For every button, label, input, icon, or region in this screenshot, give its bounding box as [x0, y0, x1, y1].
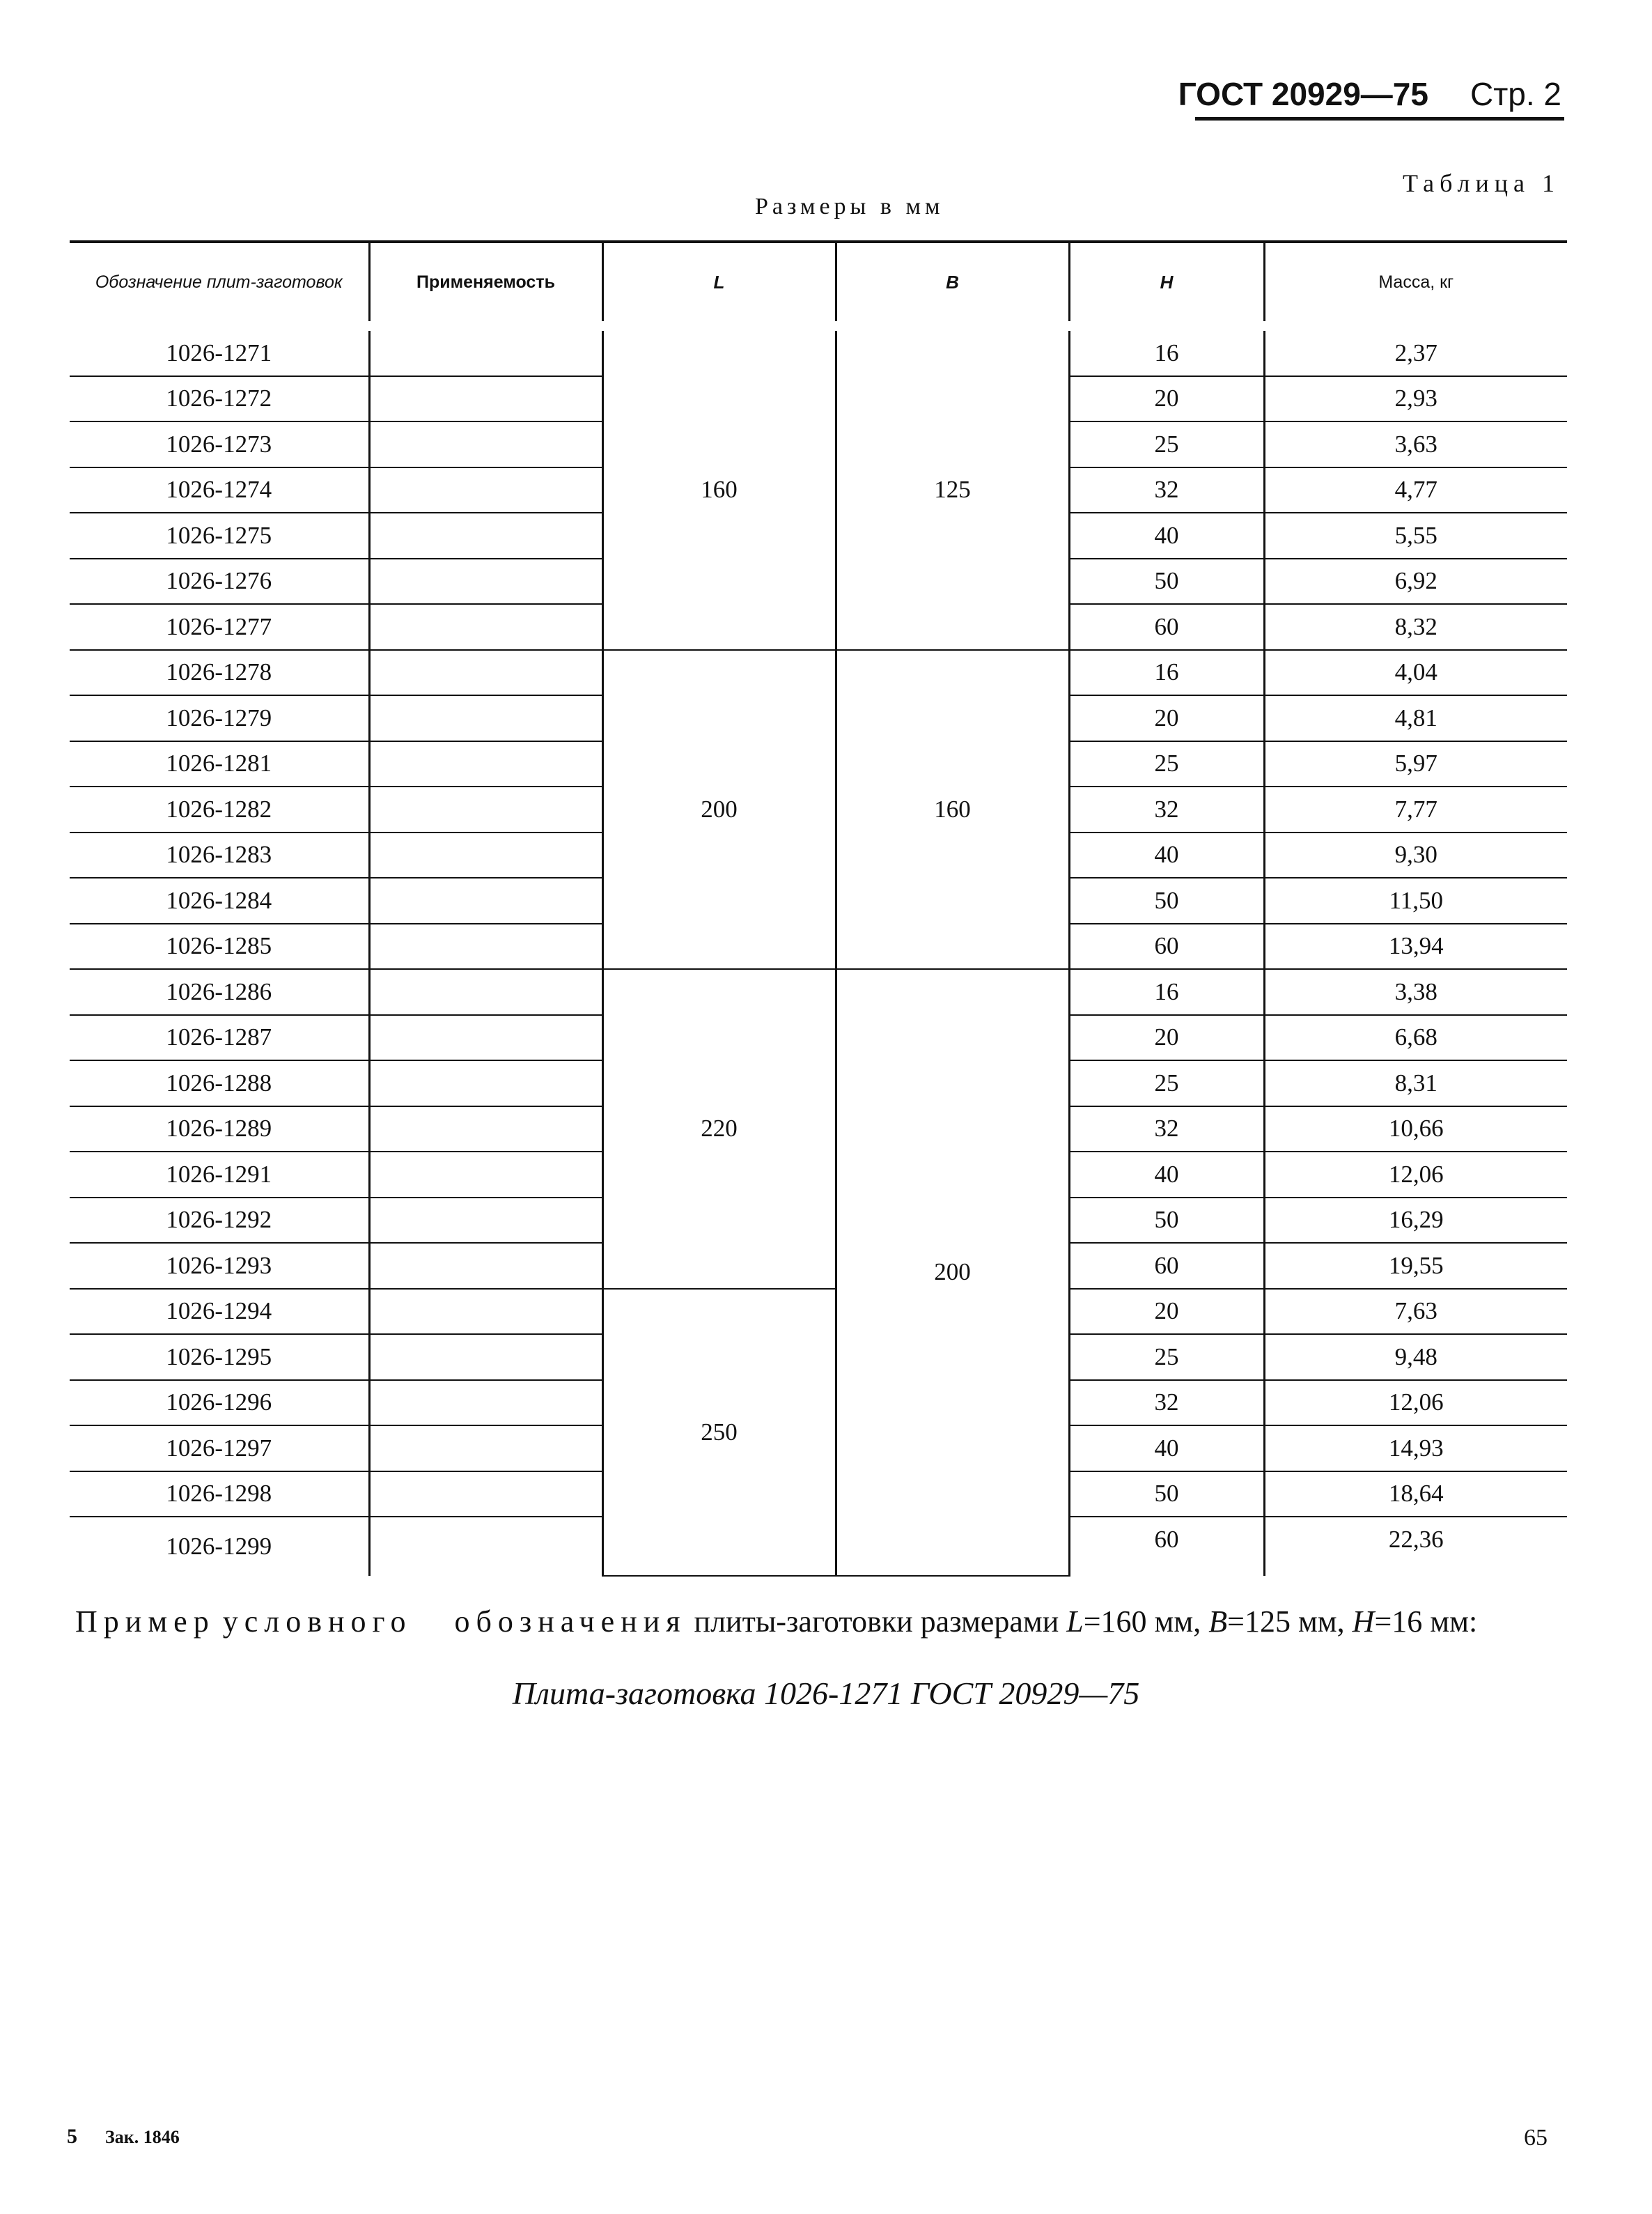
- page-header: [1178, 75, 1561, 113]
- B-cell: 200: [836, 969, 1069, 1576]
- H-cell: 40: [1069, 513, 1264, 559]
- L-cell: 200: [602, 650, 836, 970]
- mass-cell: 2,37: [1264, 326, 1567, 376]
- mass-cell: 5,55: [1264, 513, 1567, 559]
- mass-cell: 3,63: [1264, 421, 1567, 467]
- designation-cell: 1026-1299: [166, 1532, 272, 1560]
- applicability-cell: [369, 1060, 602, 1106]
- mass-cell: 22,36: [1264, 1517, 1567, 1576]
- designation-cell: 1026-1286: [70, 969, 369, 1015]
- designation-cell: 1026-1284: [70, 878, 369, 924]
- table-header-row: [70, 242, 1567, 326]
- designation-cell: 1026-1297: [70, 1425, 369, 1471]
- designation-cell: 1026-1282: [70, 787, 369, 833]
- applicability-cell: [369, 1471, 602, 1517]
- page-indicator: Стр. 2: [1470, 76, 1561, 112]
- H-cell: 20: [1069, 1015, 1264, 1061]
- designation-cell: 1026-1295: [70, 1334, 369, 1380]
- designation-cell: 1026-1277: [70, 604, 369, 650]
- plates-table: [70, 240, 1567, 1577]
- applicability-cell: [369, 467, 602, 513]
- applicability-cell: [369, 833, 602, 878]
- mass-cell: 4,04: [1264, 650, 1567, 696]
- applicability-cell: [369, 695, 602, 741]
- H-cell: 60: [1069, 604, 1264, 650]
- applicability-cell: [369, 787, 602, 833]
- applicability-cell: [369, 376, 602, 422]
- mass-cell: 12,06: [1264, 1380, 1567, 1426]
- H-cell: 40: [1069, 833, 1264, 878]
- applicability-cell: [369, 1517, 602, 1576]
- mass-cell: 7,63: [1264, 1289, 1567, 1335]
- mass-cell: 14,93: [1264, 1425, 1567, 1471]
- H-cell: 60: [1069, 924, 1264, 970]
- mass-cell: 4,77: [1264, 467, 1567, 513]
- L-cell: 220: [602, 969, 836, 1289]
- mass-cell: 9,48: [1264, 1334, 1567, 1380]
- applicability-cell: [369, 513, 602, 559]
- applicability-cell: [369, 559, 602, 605]
- mass-cell: 7,77: [1264, 787, 1567, 833]
- designation-cell: 1026-1294: [70, 1289, 369, 1335]
- example-word-3: обозначения: [454, 1604, 687, 1639]
- H-cell: 50: [1069, 878, 1264, 924]
- col-L: L: [602, 242, 836, 326]
- header-rule: [1195, 117, 1564, 121]
- H-cell: 32: [1069, 467, 1264, 513]
- H-cell: 40: [1069, 1152, 1264, 1198]
- sheet-number: 5: [67, 2125, 77, 2148]
- example-H-value: =16 мм:: [1374, 1604, 1478, 1639]
- designation-cell: 1026-1276: [70, 559, 369, 605]
- example-designation: Плита-заготовка 1026-1271 ГОСТ 20929—75: [512, 1675, 1140, 1711]
- example-B-var: B: [1208, 1604, 1228, 1639]
- H-cell: 20: [1069, 695, 1264, 741]
- designation-cell: 1026-1293: [70, 1243, 369, 1289]
- H-cell: 40: [1069, 1425, 1264, 1471]
- designation-cell: 1026-1292: [70, 1198, 369, 1244]
- applicability-cell: [369, 1106, 602, 1152]
- example-text: плиты-заготовки размерами: [694, 1604, 1059, 1639]
- H-cell: 25: [1069, 1060, 1264, 1106]
- mass-cell: 9,30: [1264, 833, 1567, 878]
- B-cell: 125: [836, 326, 1069, 650]
- table-row: [70, 650, 1567, 696]
- designation-cell: 1026-1291: [70, 1152, 369, 1198]
- mass-cell: 19,55: [1264, 1243, 1567, 1289]
- H-cell: 20: [1069, 376, 1264, 422]
- mass-cell: 13,94: [1264, 924, 1567, 970]
- applicability-cell: [369, 741, 602, 787]
- table-row: [70, 1289, 1567, 1335]
- H-cell: 50: [1069, 559, 1264, 605]
- applicability-cell: [369, 1380, 602, 1426]
- H-cell: 16: [1069, 969, 1264, 1015]
- page-number: 65: [1524, 2125, 1548, 2151]
- mass-cell: 5,97: [1264, 741, 1567, 787]
- mass-cell: 10,66: [1264, 1106, 1567, 1152]
- designation-cell: 1026-1271: [70, 326, 369, 376]
- mass-cell: 2,93: [1264, 376, 1567, 422]
- mass-cell: 6,68: [1264, 1015, 1567, 1061]
- mass-cell: 11,50: [1264, 878, 1567, 924]
- designation-cell: 1026-1289: [70, 1106, 369, 1152]
- applicability-cell: [369, 326, 602, 376]
- L-cell: 250: [602, 1289, 836, 1576]
- H-cell: 25: [1069, 741, 1264, 787]
- mass-cell: 8,32: [1264, 604, 1567, 650]
- designation-cell: 1026-1278: [70, 650, 369, 696]
- footer-left: [67, 2125, 180, 2149]
- order-number: Зак. 1846: [105, 2127, 180, 2147]
- H-cell: 25: [1069, 421, 1264, 467]
- designation-cell: 1026-1283: [70, 833, 369, 878]
- designation-cell: 1026-1285: [70, 924, 369, 970]
- applicability-cell: [369, 421, 602, 467]
- H-cell: 16: [1069, 326, 1264, 376]
- mass-cell: 18,64: [1264, 1471, 1567, 1517]
- designation-cell: 1026-1298: [70, 1471, 369, 1517]
- applicability-cell: [369, 604, 602, 650]
- mass-cell: 4,81: [1264, 695, 1567, 741]
- col-B: B: [836, 242, 1069, 326]
- col-H: H: [1069, 242, 1264, 326]
- H-cell: 32: [1069, 1380, 1264, 1426]
- table-label: Таблица 1: [1403, 169, 1560, 197]
- standard-code: ГОСТ 20929—75: [1178, 76, 1428, 112]
- designation-cell: 1026-1273: [70, 421, 369, 467]
- H-cell: 50: [1069, 1198, 1264, 1244]
- example-H-var: H: [1352, 1604, 1375, 1639]
- example-L-var: L: [1066, 1604, 1084, 1639]
- mass-cell: 8,31: [1264, 1060, 1567, 1106]
- H-cell: 20: [1069, 1289, 1264, 1335]
- example-paragraph: [75, 1602, 1568, 1641]
- table-body: [70, 326, 1567, 1576]
- applicability-cell: [369, 924, 602, 970]
- applicability-cell: [369, 878, 602, 924]
- H-cell: 25: [1069, 1334, 1264, 1380]
- mass-cell: 6,92: [1264, 559, 1567, 605]
- designation-cell: 1026-1287: [70, 1015, 369, 1061]
- example-word-1: Пример: [75, 1604, 215, 1639]
- applicability-cell: [369, 969, 602, 1015]
- col-mass: Масса, кг: [1264, 242, 1567, 326]
- designation-cell: 1026-1281: [70, 741, 369, 787]
- designation-cell: 1026-1279: [70, 695, 369, 741]
- example-word-2: условного: [222, 1604, 412, 1639]
- applicability-cell: [369, 1015, 602, 1061]
- H-cell: 16: [1069, 650, 1264, 696]
- mass-cell: 16,29: [1264, 1198, 1567, 1244]
- H-cell: 32: [1069, 1106, 1264, 1152]
- designation-cell: 1026-1288: [70, 1060, 369, 1106]
- H-cell: 50: [1069, 1471, 1264, 1517]
- H-cell: 60: [1069, 1517, 1264, 1576]
- designation-cell: 1026-1275: [70, 513, 369, 559]
- H-cell: 32: [1069, 787, 1264, 833]
- units-caption: Размеры в мм: [755, 194, 944, 219]
- applicability-cell: [369, 1198, 602, 1244]
- B-cell: 160: [836, 650, 1069, 970]
- applicability-cell: [369, 650, 602, 696]
- example-B-value: =125 мм,: [1227, 1604, 1345, 1639]
- applicability-cell: [369, 1425, 602, 1471]
- designation-cell: 1026-1296: [70, 1380, 369, 1426]
- col-designation: Обозначение плит-заготовок: [70, 242, 369, 326]
- designation-cell: 1026-1272: [70, 376, 369, 422]
- applicability-cell: [369, 1243, 602, 1289]
- mass-cell: 3,38: [1264, 969, 1567, 1015]
- applicability-cell: [369, 1289, 602, 1335]
- applicability-cell: [369, 1334, 602, 1380]
- H-cell: 60: [1069, 1243, 1264, 1289]
- table-row: [70, 326, 1567, 376]
- table-row: [70, 969, 1567, 1015]
- mass-cell: 12,06: [1264, 1152, 1567, 1198]
- designation-cell: 1026-1274: [70, 467, 369, 513]
- applicability-cell: [369, 1152, 602, 1198]
- col-applicability: Применяемость: [369, 242, 602, 326]
- L-cell: 160: [602, 326, 836, 650]
- example-L-value: =160 мм,: [1083, 1604, 1201, 1639]
